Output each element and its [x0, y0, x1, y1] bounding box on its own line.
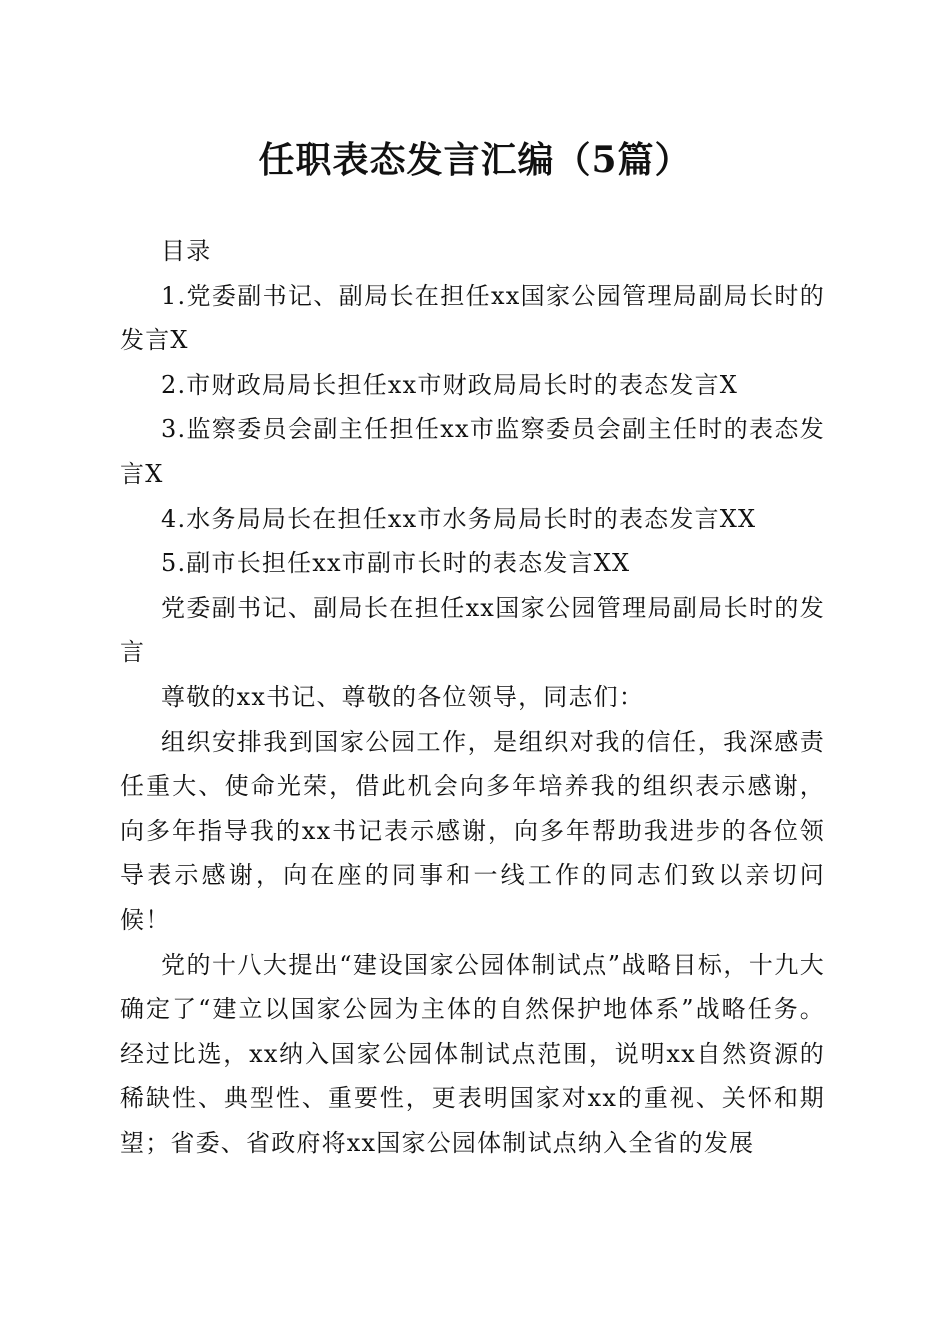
body-paragraph: 党的十八大提出“建设国家公园体制试点”战略目标，十九大确定了“建立以国家公园为主体的自然保护地体系”战略任务。经过比选，xx纳入国家公园体制试点范围，说明xx自然资源的稀缺性、典型性、重要性，更表明国家对xx的重视、关怀和期望；省委、省政府将xx国家公园体制试点纳入全省的发展: [120, 950, 825, 1157]
salutation: 尊敬的xx书记、尊敬的各位领导，同志们：: [161, 682, 645, 711]
toc-heading: 目录: [161, 237, 212, 265]
toc-item-2: 2.市财政局局长担任xx市财政局局长时的表态发言X: [161, 370, 739, 399]
toc-item-3: 3.监察委员会副主任担任xx市监察委员会副主任时的表态发言X: [120, 415, 825, 488]
body-paragraph: 组织安排我到国家公园工作，是组织对我的信任，我深感责任重大、使命光荣，借此机会向多年培养我的组织表示感谢，向多年指导我的xx书记表示感谢，向多年帮助我进步的各位领导表示感谢，向在座的同事和一线工作的同志们致以亲切问候！: [120, 727, 825, 934]
toc-item-4: 4.水务局局长在担任xx市水务局局长时的表态发言XX: [161, 504, 757, 533]
document-body: [120, 229, 825, 1165]
document-title: 任职表态发言汇编（5篇）: [258, 139, 692, 181]
toc-item-5: 5.副市长担任xx市副市长时的表态发言XX: [161, 549, 631, 578]
article-title: 党委副书记、副局长在担任xx国家公园管理局副局长时的发言: [120, 593, 825, 667]
toc-item-1: 1.党委副书记、副局长在担任xx国家公园管理局副局长时的发言X: [120, 281, 825, 355]
